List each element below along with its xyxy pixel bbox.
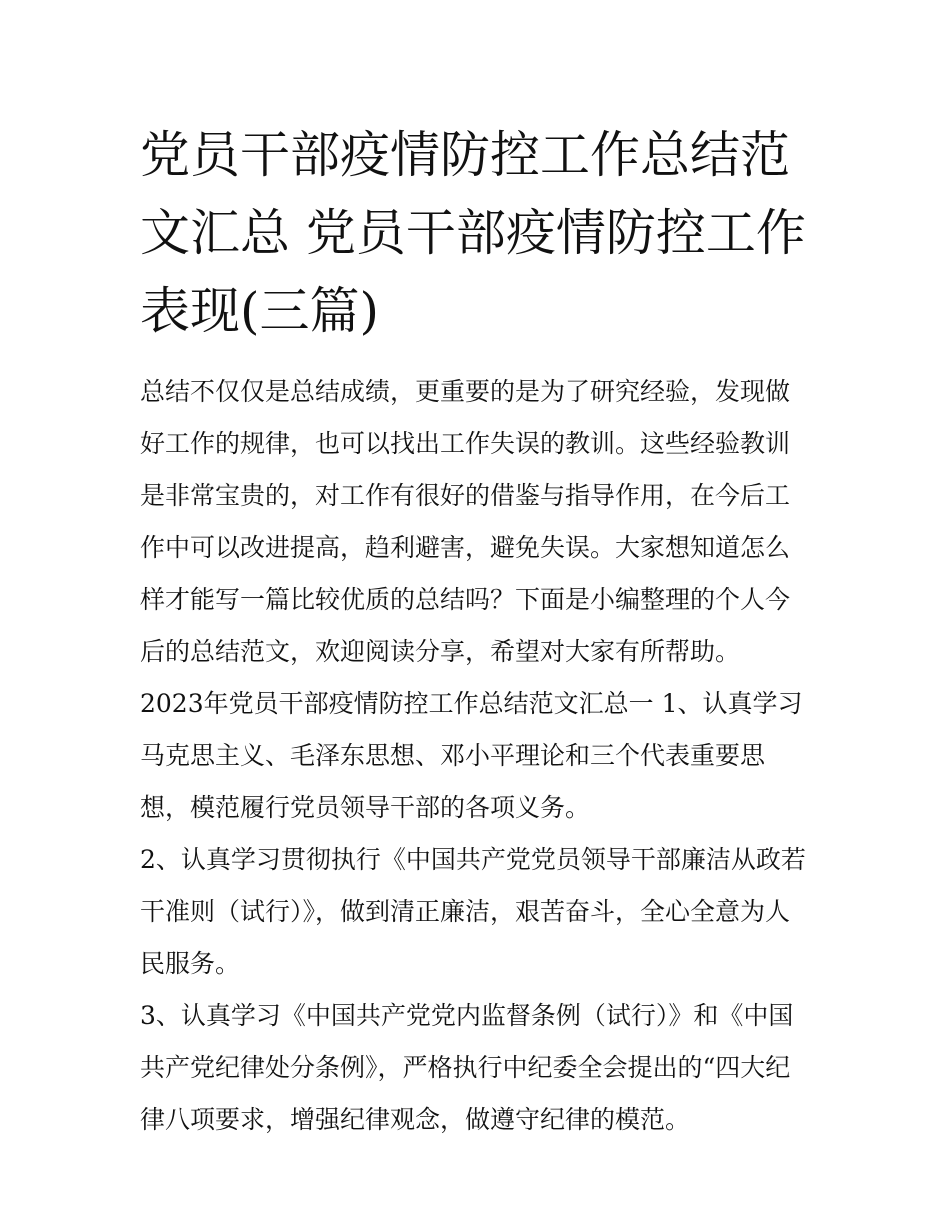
item-two-paragraph: 2、认真学习贯彻执行《中国共产党党员领导干部廉洁从政若干准则（试行）》，做到清正廉洁，艰苦奋斗，全心全意为人民服务。 — [140, 845, 806, 978]
intro-paragraph: 总结不仅仅是总结成绩，更重要的是为了研究经验，发现做好工作的规律，也可以找出工作失误的教训。这些经验教训是非常宝贵的，对工作有很好的借鉴与指导作用，在今后工作中可以改进提高，趋利避害，避免失误。大家想知道怎么样才能写一篇比较优质的总结吗？下面是小编整理的个人今后的总结范文，欢迎阅读分享，希望对大家有所帮助。 — [140, 377, 791, 666]
item-three-paragraph: 3、认真学习《中国共产党党内监督条例（试行）》和《中国共产党纪律处分条例》，严格执行中纪委全会提出的“四大纪律八项要求，增强纪律观念，做遵守纪律的模范。 — [140, 1001, 794, 1134]
document-body — [140, 116, 812, 1146]
section-one-paragraph: 2023年党员干部疫情防控工作总结范文汇总一 1、认真学习马克思主义、毛泽东思想、邓小平理论和三个代表重要思想，模范履行党员领导干部的各项义务。 — [140, 689, 803, 822]
document-title: 党员干部疫情防控工作总结范文汇总 党员干部疫情防控工作表现(三篇) — [140, 126, 806, 340]
